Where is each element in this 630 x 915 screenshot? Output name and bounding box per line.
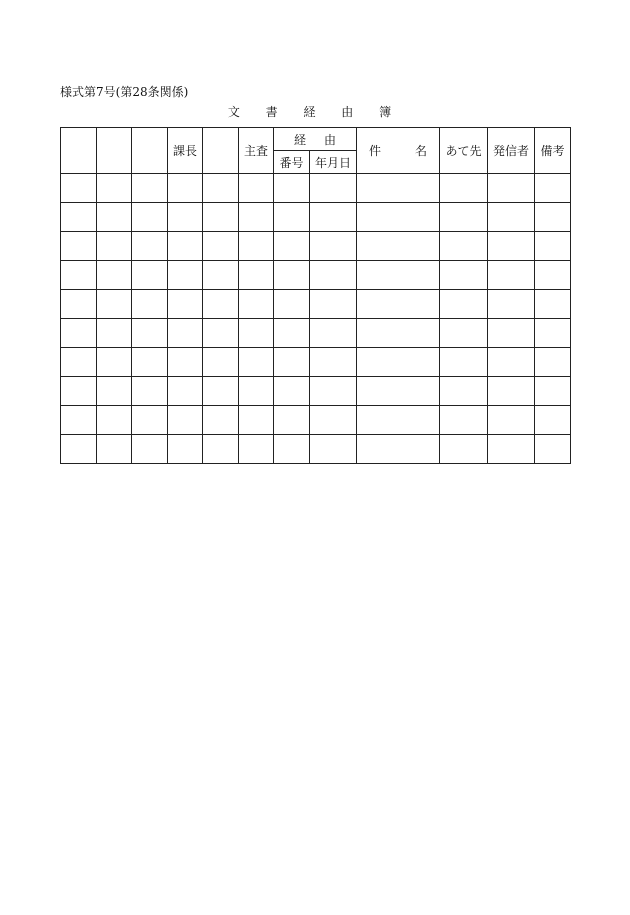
header-ken-right: 名 xyxy=(414,144,427,158)
table-row xyxy=(61,435,571,464)
table-cell[interactable] xyxy=(535,406,571,435)
header-bango: 番号 xyxy=(274,151,310,174)
table-cell[interactable] xyxy=(535,174,571,203)
table-cell[interactable] xyxy=(61,377,97,406)
table-cell[interactable] xyxy=(310,232,357,261)
table-cell[interactable] xyxy=(132,290,168,319)
table-cell[interactable] xyxy=(535,232,571,261)
table-cell[interactable] xyxy=(310,174,357,203)
document-title: 文 書 経 由 簿 xyxy=(227,105,403,119)
table-cell[interactable] xyxy=(61,435,97,464)
table-cell[interactable] xyxy=(132,406,168,435)
table-cell[interactable] xyxy=(168,319,203,348)
table-cell[interactable] xyxy=(97,348,132,377)
header-keiyu xyxy=(274,128,357,151)
table-cell[interactable] xyxy=(61,348,97,377)
table-cell[interactable] xyxy=(203,348,239,377)
table-cell[interactable] xyxy=(440,261,488,290)
table-cell[interactable] xyxy=(274,174,310,203)
table-row xyxy=(61,319,571,348)
table-cell[interactable] xyxy=(168,261,203,290)
table-cell[interactable] xyxy=(168,435,203,464)
table-cell[interactable] xyxy=(97,232,132,261)
table-cell[interactable] xyxy=(440,406,488,435)
table-cell[interactable] xyxy=(239,406,274,435)
table-cell[interactable] xyxy=(357,319,440,348)
table-cell[interactable] xyxy=(440,435,488,464)
table-cell[interactable] xyxy=(132,435,168,464)
table-cell[interactable] xyxy=(357,290,440,319)
table-cell[interactable] xyxy=(440,377,488,406)
table-cell[interactable] xyxy=(488,377,535,406)
table-row xyxy=(61,290,571,319)
table-cell[interactable] xyxy=(440,319,488,348)
table-cell[interactable] xyxy=(488,290,535,319)
document-routing-ledger-table xyxy=(60,127,571,464)
table-cell[interactable] xyxy=(239,203,274,232)
table-cell[interactable] xyxy=(274,319,310,348)
table-cell[interactable] xyxy=(310,203,357,232)
table-cell[interactable] xyxy=(488,232,535,261)
table-cell[interactable] xyxy=(488,203,535,232)
table-cell[interactable] xyxy=(203,261,239,290)
table-cell[interactable] xyxy=(357,261,440,290)
table-cell[interactable] xyxy=(274,406,310,435)
table-cell[interactable] xyxy=(97,406,132,435)
table-row xyxy=(61,406,571,435)
table-cell[interactable] xyxy=(132,348,168,377)
table-cell[interactable] xyxy=(132,203,168,232)
table-cell[interactable] xyxy=(535,203,571,232)
table-cell[interactable] xyxy=(357,435,440,464)
table-cell[interactable] xyxy=(310,348,357,377)
table-cell[interactable] xyxy=(440,348,488,377)
table-cell[interactable] xyxy=(488,435,535,464)
table-cell[interactable] xyxy=(61,319,97,348)
form-number-label: 様式第7号(第28条関係) xyxy=(60,85,189,99)
table-cell[interactable] xyxy=(61,174,97,203)
table-cell[interactable] xyxy=(61,290,97,319)
table-cell[interactable] xyxy=(203,377,239,406)
table-cell[interactable] xyxy=(203,232,239,261)
header-row-top xyxy=(61,128,571,151)
header-hasshinsha: 発信者 xyxy=(488,128,535,174)
table-cell[interactable] xyxy=(535,290,571,319)
table-cell[interactable] xyxy=(61,232,97,261)
header-kacho: 課長 xyxy=(168,128,203,174)
table-row xyxy=(61,348,571,377)
table-cell[interactable] xyxy=(310,406,357,435)
table-cell[interactable] xyxy=(97,174,132,203)
table-cell[interactable] xyxy=(357,203,440,232)
table-cell[interactable] xyxy=(239,348,274,377)
table-cell[interactable] xyxy=(203,406,239,435)
table-cell[interactable] xyxy=(97,261,132,290)
header-blank-4 xyxy=(203,128,239,174)
table-cell[interactable] xyxy=(168,290,203,319)
table-cell[interactable] xyxy=(168,406,203,435)
table-row xyxy=(61,377,571,406)
table-row xyxy=(61,232,571,261)
table-cell[interactable] xyxy=(132,319,168,348)
table-cell[interactable] xyxy=(274,348,310,377)
header-biko: 備考 xyxy=(535,128,571,174)
table-cell[interactable] xyxy=(488,174,535,203)
table-cell[interactable] xyxy=(97,203,132,232)
table-cell[interactable] xyxy=(61,406,97,435)
table-row xyxy=(61,174,571,203)
table-cell[interactable] xyxy=(310,377,357,406)
table-row xyxy=(61,261,571,290)
header-blank-2 xyxy=(97,128,132,174)
table-cell[interactable] xyxy=(239,377,274,406)
header-blank-1 xyxy=(61,128,97,174)
table-cell[interactable] xyxy=(97,377,132,406)
table-cell[interactable] xyxy=(203,203,239,232)
table-cell[interactable] xyxy=(488,261,535,290)
table-cell[interactable] xyxy=(440,290,488,319)
table-cell[interactable] xyxy=(61,261,97,290)
table-cell[interactable] xyxy=(274,232,310,261)
table-cell[interactable] xyxy=(203,435,239,464)
table-cell[interactable] xyxy=(535,348,571,377)
table-cell[interactable] xyxy=(357,174,440,203)
header-blank-3 xyxy=(132,128,168,174)
table-cell[interactable] xyxy=(239,319,274,348)
header-ken-left: 件 xyxy=(369,144,382,158)
header-keiyu-right: 由 xyxy=(323,132,336,147)
table-cell[interactable] xyxy=(239,290,274,319)
table-cell[interactable] xyxy=(310,261,357,290)
table-cell[interactable] xyxy=(535,319,571,348)
table-cell[interactable] xyxy=(357,348,440,377)
table-cell[interactable] xyxy=(239,435,274,464)
table-row xyxy=(61,203,571,232)
ledger-body xyxy=(61,174,571,464)
table-cell[interactable] xyxy=(132,174,168,203)
table-cell[interactable] xyxy=(274,261,310,290)
table-cell[interactable] xyxy=(203,290,239,319)
table-cell[interactable] xyxy=(97,290,132,319)
table-cell[interactable] xyxy=(357,406,440,435)
table-cell[interactable] xyxy=(132,261,168,290)
table-cell[interactable] xyxy=(535,261,571,290)
table-cell[interactable] xyxy=(488,406,535,435)
table-cell[interactable] xyxy=(168,174,203,203)
header-keiyu-left: 経 xyxy=(294,132,307,147)
table-cell[interactable] xyxy=(97,435,132,464)
table-cell[interactable] xyxy=(239,232,274,261)
table-cell[interactable] xyxy=(440,174,488,203)
table-cell[interactable] xyxy=(535,377,571,406)
table-cell[interactable] xyxy=(132,377,168,406)
table-cell[interactable] xyxy=(310,290,357,319)
table-cell[interactable] xyxy=(168,232,203,261)
table-cell[interactable] xyxy=(274,203,310,232)
table-cell[interactable] xyxy=(310,319,357,348)
table-cell[interactable] xyxy=(440,232,488,261)
table-cell[interactable] xyxy=(203,174,239,203)
table-cell[interactable] xyxy=(168,377,203,406)
header-kenmei xyxy=(357,128,440,174)
header-shusa: 主査 xyxy=(239,128,274,174)
table-cell[interactable] xyxy=(132,232,168,261)
table-cell[interactable] xyxy=(310,435,357,464)
table-cell[interactable] xyxy=(274,377,310,406)
table-cell[interactable] xyxy=(535,435,571,464)
table-cell[interactable] xyxy=(488,319,535,348)
table-cell[interactable] xyxy=(488,348,535,377)
table-cell[interactable] xyxy=(274,435,310,464)
table-cell[interactable] xyxy=(440,203,488,232)
table-cell[interactable] xyxy=(203,319,239,348)
header-atesaki: あて先 xyxy=(440,128,488,174)
header-nengappi: 年月日 xyxy=(310,151,357,174)
table-cell[interactable] xyxy=(168,348,203,377)
table-cell[interactable] xyxy=(357,232,440,261)
table-cell[interactable] xyxy=(168,203,203,232)
table-cell[interactable] xyxy=(61,203,97,232)
table-cell[interactable] xyxy=(357,377,440,406)
table-cell[interactable] xyxy=(274,290,310,319)
table-cell[interactable] xyxy=(239,261,274,290)
table-cell[interactable] xyxy=(97,319,132,348)
table-cell[interactable] xyxy=(239,174,274,203)
